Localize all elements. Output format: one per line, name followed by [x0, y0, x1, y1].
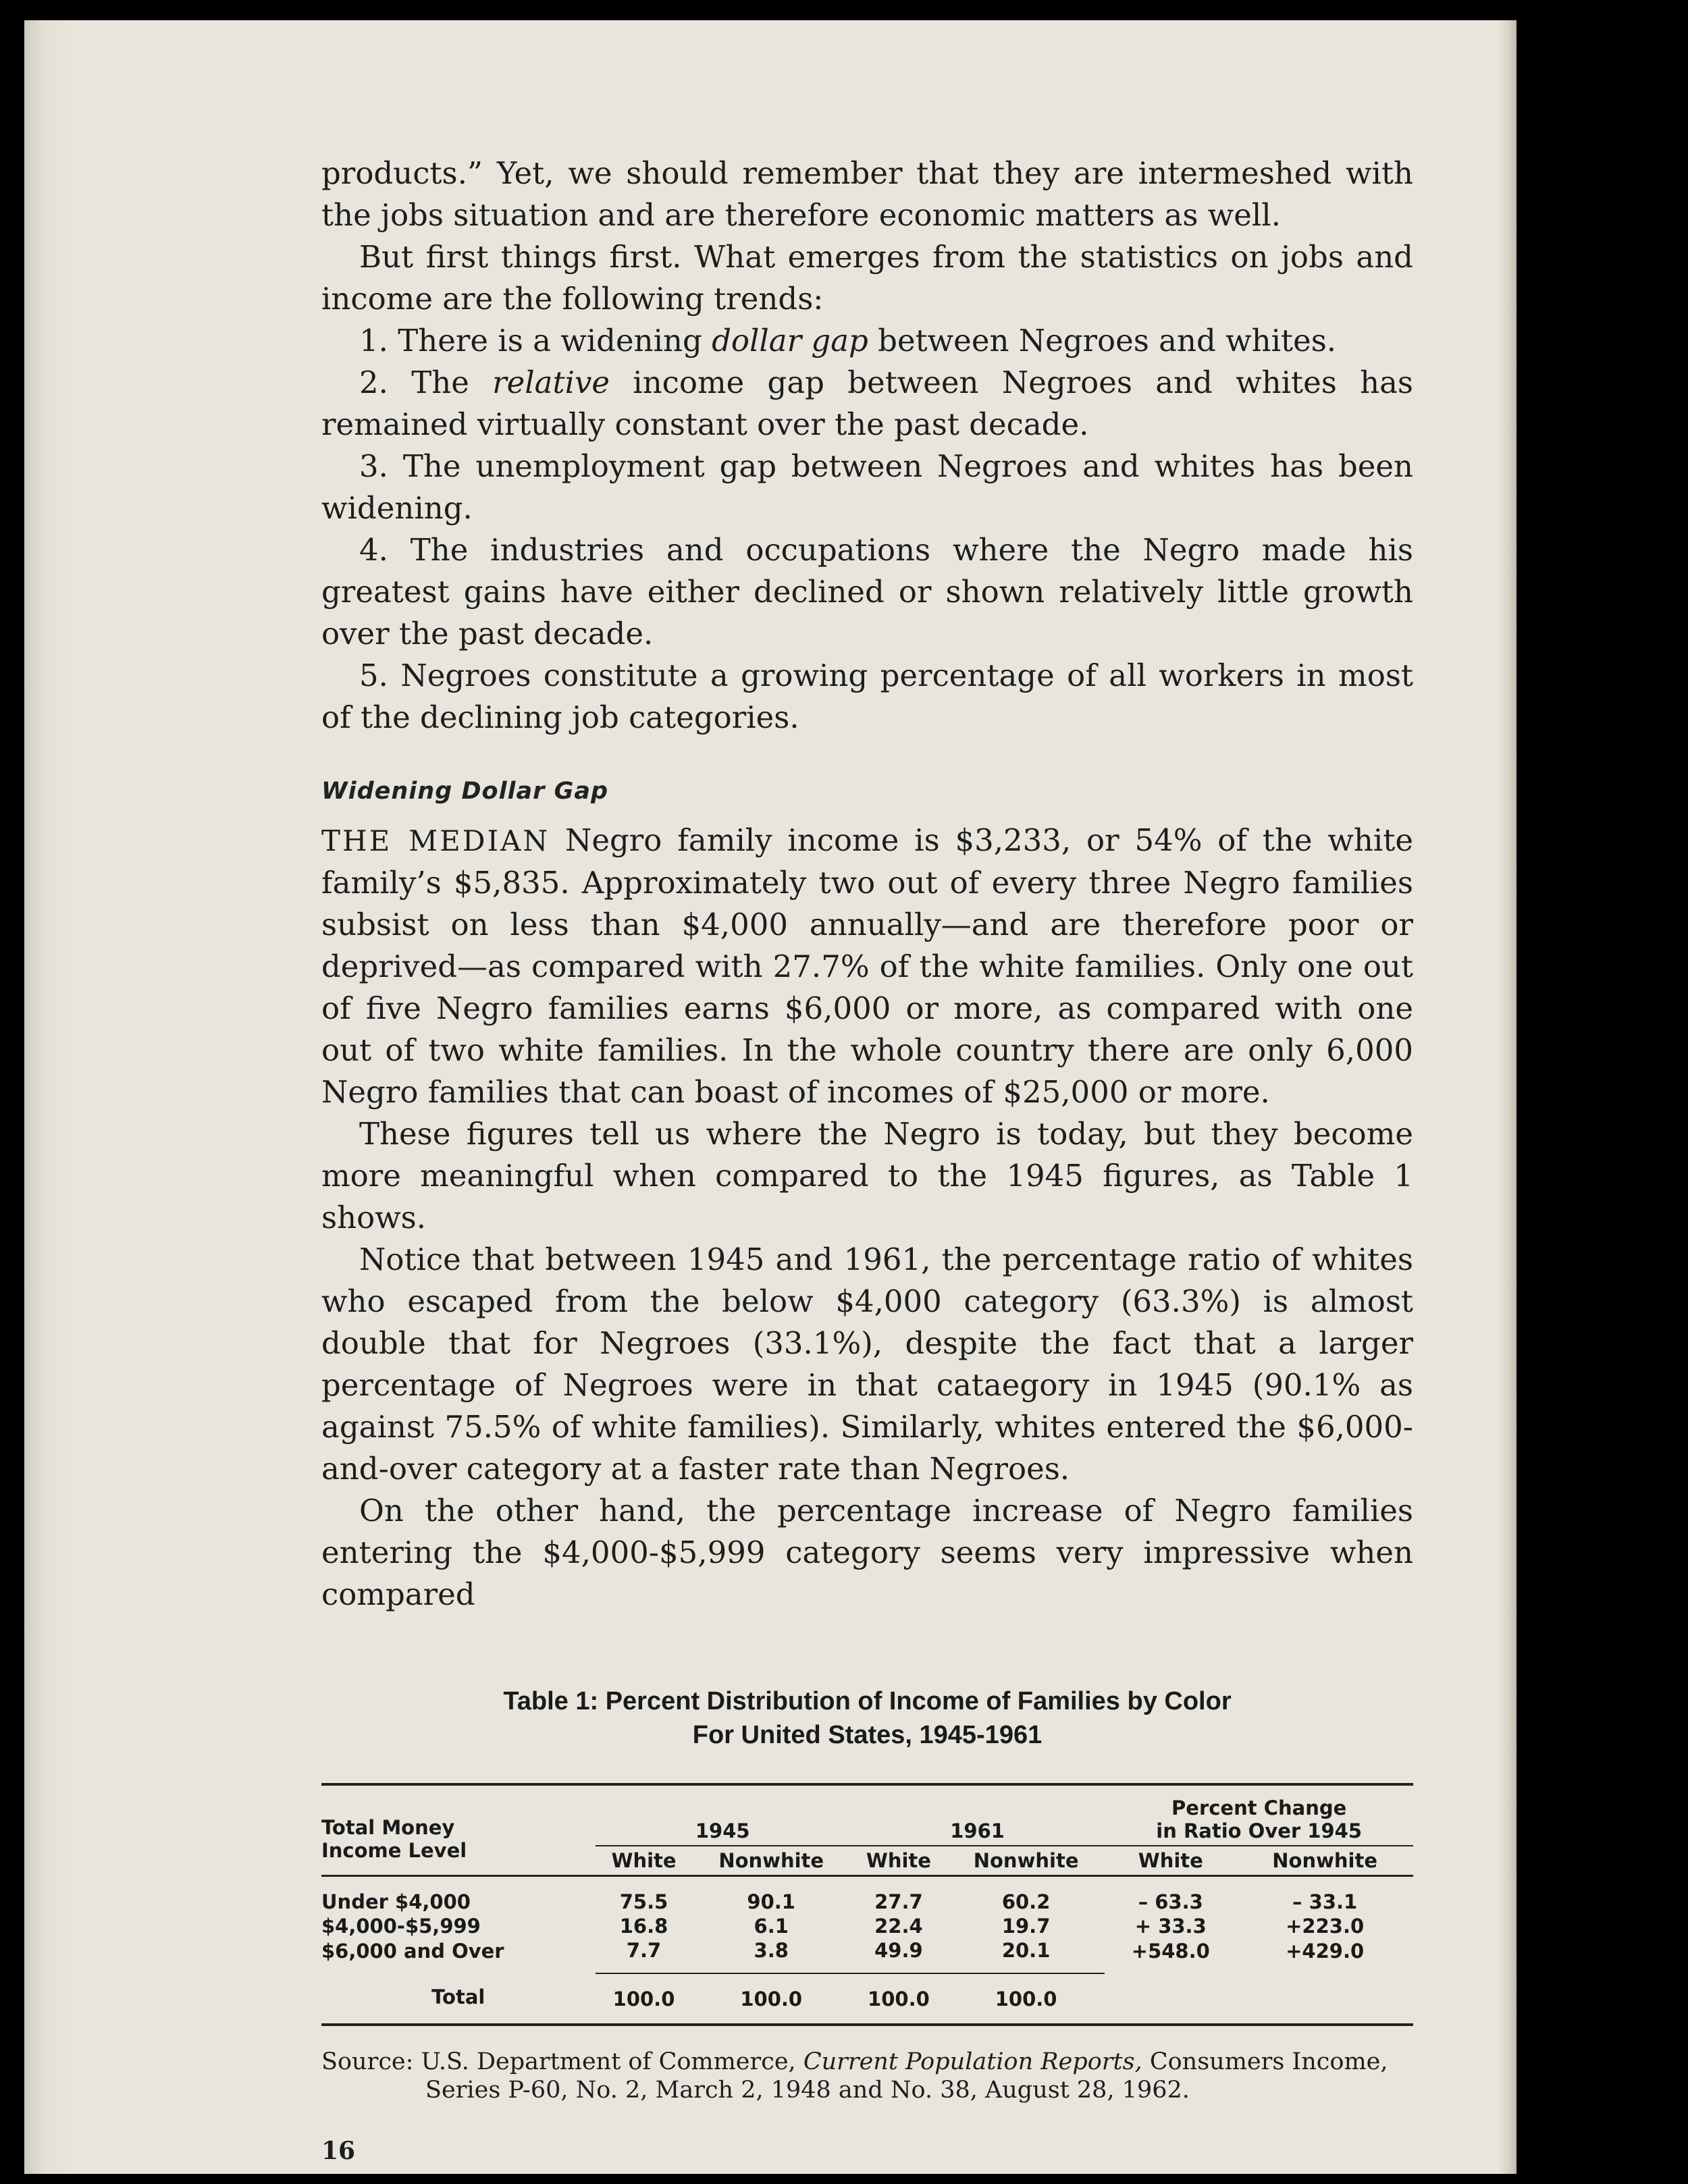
trend-text-end: income gap between Negroes and whites has remained virtually constant over the past decade.: [321, 365, 1413, 442]
cell-nonwhite-1945: 6.1: [754, 1915, 789, 1938]
page-text-block: [321, 153, 1413, 2165]
cell-nonwhite-change: +429.0: [1286, 1939, 1365, 1963]
trend-item-2: [321, 362, 1413, 446]
section-heading: Widening Dollar Gap: [321, 778, 609, 805]
total-nonwhite-1945: 100.0: [740, 1987, 803, 2010]
trend-item-1: [321, 320, 1413, 362]
table-row: [321, 1876, 1413, 1915]
total-empty-cell: [1105, 1973, 1236, 2025]
cell-white-change: + 33.3: [1134, 1915, 1207, 1938]
trend-text: Negroes constitute a growing percentage of all workers in most of the declining job categories.: [321, 658, 1413, 735]
col-header-change-line-1: Percent Change: [1171, 1796, 1347, 1819]
cell-white-1945: 75.5: [619, 1890, 668, 1913]
cell-white-change: +548.0: [1131, 1939, 1210, 1963]
total-white-1961: 100.0: [868, 1987, 930, 2010]
trend-item-3: [321, 446, 1413, 529]
row-label: $6,000 and Over: [321, 1939, 504, 1963]
trend-text-end: between Negroes and whites.: [868, 323, 1337, 358]
cell-nonwhite-1961: 19.7: [1001, 1915, 1051, 1938]
trend-emphasis: dollar gap: [712, 323, 868, 358]
trend-number: 5.: [359, 658, 388, 693]
trend-emphasis: relative: [492, 365, 610, 400]
trend-item-4: [321, 529, 1413, 655]
subheader-white-change: White: [1138, 1849, 1203, 1872]
page-edge-shadow: [1498, 20, 1516, 2174]
section-paragraph-1: [321, 820, 1413, 1113]
col-header-percent-change: [1105, 1784, 1413, 1846]
trend-number: 3.: [359, 448, 388, 484]
subheader-nonwhite-change: Nonwhite: [1272, 1849, 1377, 1872]
cell-nonwhite-1945: 3.8: [693, 1938, 850, 1973]
cell-white-1961: 22.4: [874, 1915, 923, 1938]
col-header-1945: 1945: [596, 1784, 850, 1846]
col-header-income-level: [321, 1784, 596, 1876]
subheader-white-1945: White: [611, 1849, 677, 1872]
col-header-change-line-2: in Ratio Over 1945: [1156, 1819, 1363, 1842]
income-distribution-table: [321, 1783, 1413, 2026]
trend-text: The: [411, 365, 493, 400]
lead-in: THE MEDIAN: [321, 824, 550, 857]
row-label: $4,000-$5,999: [321, 1915, 481, 1938]
subheader-nonwhite-1961: Nonwhite: [973, 1849, 1079, 1872]
col-header-income-level-line-1: Total Money: [321, 1816, 455, 1839]
trend-number: 2.: [359, 365, 388, 400]
cell-nonwhite-1961: 20.1: [947, 1938, 1105, 1973]
trend-item-5: [321, 655, 1413, 739]
cell-white-1945: 7.7: [596, 1938, 693, 1973]
subheader-white-1961: White: [866, 1849, 931, 1872]
subheader-nonwhite-1945: Nonwhite: [718, 1849, 824, 1872]
cell-white-1945: 16.8: [619, 1915, 668, 1938]
page-number: 16: [321, 2137, 356, 2165]
cell-white-1961: 49.9: [850, 1938, 947, 1973]
table-header-row: [321, 1784, 1413, 1846]
cell-white-1961: 27.7: [874, 1890, 923, 1913]
table-source-note: [321, 2048, 1413, 2104]
cell-white-change: – 63.3: [1138, 1890, 1203, 1913]
total-empty-cell: [1236, 1973, 1413, 2025]
col-header-1961: 1961: [850, 1784, 1105, 1846]
paragraph-2: But first things first. What emerges from the statistics on jobs and income are the following trends:: [321, 239, 1413, 317]
total-white-1945: 100.0: [612, 1987, 675, 2010]
total-label: Total: [431, 1986, 485, 2008]
total-nonwhite-1961: 100.0: [995, 1987, 1057, 2010]
trend-text: There is a widening: [398, 323, 712, 358]
cell-nonwhite-1961: 60.2: [1001, 1890, 1051, 1913]
table-caption-line-2: For United States, 1945-1961: [692, 1721, 1043, 1749]
col-header-income-level-line-2: Income Level: [321, 1839, 467, 1862]
section-paragraph-4: On the other hand, the percentage increase of Negro families entering the $4,000-$5,999 category seems very impressive when compared: [321, 1493, 1413, 1612]
section-paragraph-2: These figures tell us where the Negro is today, but they become more meaningful when compared to the 1945 figures, as Table 1 shows.: [321, 1116, 1413, 1235]
row-label: Under $4,000: [321, 1890, 471, 1913]
trend-text: The industries and occupations where the Negro made his greatest gains have either declined or shown relatively little growth over the past decade.: [321, 532, 1413, 651]
section-paragraph-3: Notice that between 1945 and 1961, the percentage ratio of whites who escaped from the below $4,000 category (63.3%) is almost double that for Negroes (33.1%), despite the fact that a larger percentage of Negroes were in that cataegory in 1945 (90.1% as against 75.5% of white families). Similarly, whites entered the $6,000-and-over category at a faster rate than Negroes.: [321, 1242, 1413, 1487]
table-row: [321, 1914, 1413, 1938]
trend-text: The unemployment gap between Negroes and whites has been widening.: [321, 448, 1413, 526]
table-total-row: [321, 1973, 1413, 2025]
cell-nonwhite-change: +223.0: [1286, 1915, 1365, 1938]
page-spine-shadow: [24, 20, 72, 2174]
source-title: Current Population Reports,: [803, 2048, 1142, 2075]
source-prefix: Source: U.S. Department of Commerce,: [321, 2048, 803, 2075]
cell-nonwhite-change: – 33.1: [1292, 1890, 1358, 1913]
source-suffix: Consumers Income, Series P-60, No. 2, March 2, 1948 and No. 38, August 28, 1962.: [425, 2048, 1388, 2104]
table-row: [321, 1938, 1413, 1973]
book-page: [24, 20, 1516, 2174]
paragraph-1: products.” Yet, we should remember that they are intermeshed with the jobs situation and are therefore economic matters as well.: [321, 155, 1413, 233]
cell-nonwhite-1945: 90.1: [747, 1890, 795, 1913]
table-caption-line-1: Table 1: Percent Distribution of Income of Families by Color: [503, 1687, 1232, 1715]
section-paragraph-1-body: Negro family income is $3,233, or 54% of the white family’s $5,835. Approximately two out of every three Negro families subsist on less than $4,000 annually—and are therefore poor or deprived—as compared with 27.7% of the white families. Only one out of five Negro families earns $6,000 or more, as compared with one out of two white families. In the whole country there are only 6,000 Negro families that can boast of incomes of $25,000 or more.: [321, 822, 1413, 1110]
trend-number: 1.: [359, 323, 388, 358]
table-caption: [321, 1684, 1413, 1752]
trend-number: 4.: [359, 532, 388, 568]
